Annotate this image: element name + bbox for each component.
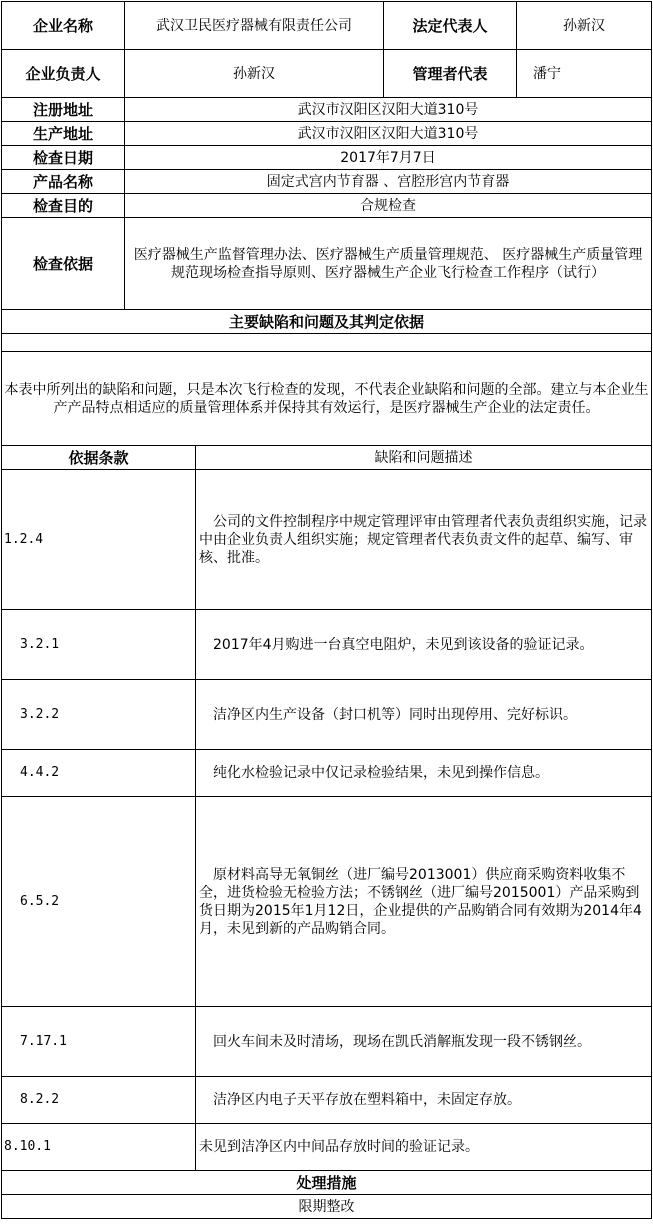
description-cell: 未见到洁净区内中间品存放时间的验证记录。 (196, 1124, 652, 1171)
inspection-date-value: 2017年7月7日 (125, 146, 652, 170)
description-cell: 洁净区内生产设备（封口机等）同时出现停用、完好标识。 (196, 680, 652, 750)
description-cell: 回火车间未及时清场，现场在凯氏消解瓶发现一段不锈钢丝。 (196, 1007, 652, 1077)
clause-cell: 6.5.2 (2, 797, 196, 1007)
clause-column-header: 依据条款 (2, 446, 196, 470)
product-name-label: 产品名称 (2, 170, 125, 194)
basis-label: 检查依据 (2, 218, 125, 310)
clause-cell: 3.2.2 (2, 680, 196, 750)
manager-rep-value: 潘宁 (517, 50, 652, 98)
prod-address-value: 武汉市汉阳区汉阳大道310号 (125, 122, 652, 146)
clause-cell: 3.2.1 (2, 610, 196, 680)
legal-rep-label: 法定代表人 (384, 2, 517, 50)
blank-row (2, 334, 652, 352)
product-name-value: 固定式宫内节育器 、宫腔形宫内节育器 (125, 170, 652, 194)
measures-value: 限期整改 (2, 1195, 652, 1219)
description-cell: 公司的文件控制程序中规定管理评审由管理者代表负责组织实施，记录中由企业负责人组织实施；规定管理者代表负责文件的起草、编写、审核、批准。 (196, 470, 652, 610)
clause-cell: 4.4.2 (2, 750, 196, 797)
clause-cell: 8.2.2 (2, 1077, 196, 1124)
company-name-value: 武汉卫民医疗器械有限责任公司 (125, 2, 384, 50)
principal-label: 企业负责人 (2, 50, 125, 98)
prod-address-label: 生产地址 (2, 122, 125, 146)
description-cell: 洁净区内电子天平存放在塑料箱中，未固定存放。 (196, 1077, 652, 1124)
clause-cell: 7.17.1 (2, 1007, 196, 1077)
basis-value: 医疗器械生产监督管理办法、医疗器械生产质量管理规范、 医疗器械生产质量管理规范现场检查指导原则、医疗器械生产企业飞行检查工作程序（试行） (125, 218, 652, 310)
legal-rep-value: 孙新汉 (517, 2, 652, 50)
disclaimer-text: 本表中所列出的缺陷和问题，只是本次飞行检查的发现，不代表企业缺陷和问题的全部。建立与本企业生产产品特点相适应的质量管理体系并保持其有效运行，是医疗器械生产企业的法定责任。 (2, 352, 652, 446)
inspection-date-label: 检查日期 (2, 146, 125, 170)
company-name-label: 企业名称 (2, 2, 125, 50)
principal-value: 孙新汉 (125, 50, 384, 98)
defects-section-title: 主要缺陷和问题及其判定依据 (2, 310, 652, 334)
description-cell: 纯化水检验记录中仅记录检验结果，未见到操作信息。 (196, 750, 652, 797)
purpose-label: 检查目的 (2, 194, 125, 218)
description-cell: 2017年4月购进一台真空电阻炉，未见到该设备的验证记录。 (196, 610, 652, 680)
clause-cell: 1.2.4 (2, 470, 196, 610)
reg-address-label: 注册地址 (2, 98, 125, 122)
reg-address-value: 武汉市汉阳区汉阳大道310号 (125, 98, 652, 122)
inspection-table (1, 1, 652, 1219)
description-cell: 原材料高导无氧铜丝（进厂编号2013001）供应商采购资料收集不全，进货检验无检验方法；不锈钢丝（进厂编号2015001）产品采购到货日期为2015年1月12日，企业提供的产品购销合同有效期为2014年4月，未见到新的产品购销合同。 (196, 797, 652, 1007)
measures-title: 处理措施 (2, 1171, 652, 1195)
description-column-header: 缺陷和问题描述 (196, 446, 652, 470)
purpose-value: 合规检查 (125, 194, 652, 218)
manager-rep-label: 管理者代表 (384, 50, 517, 98)
clause-cell: 8.10.1 (2, 1124, 196, 1171)
